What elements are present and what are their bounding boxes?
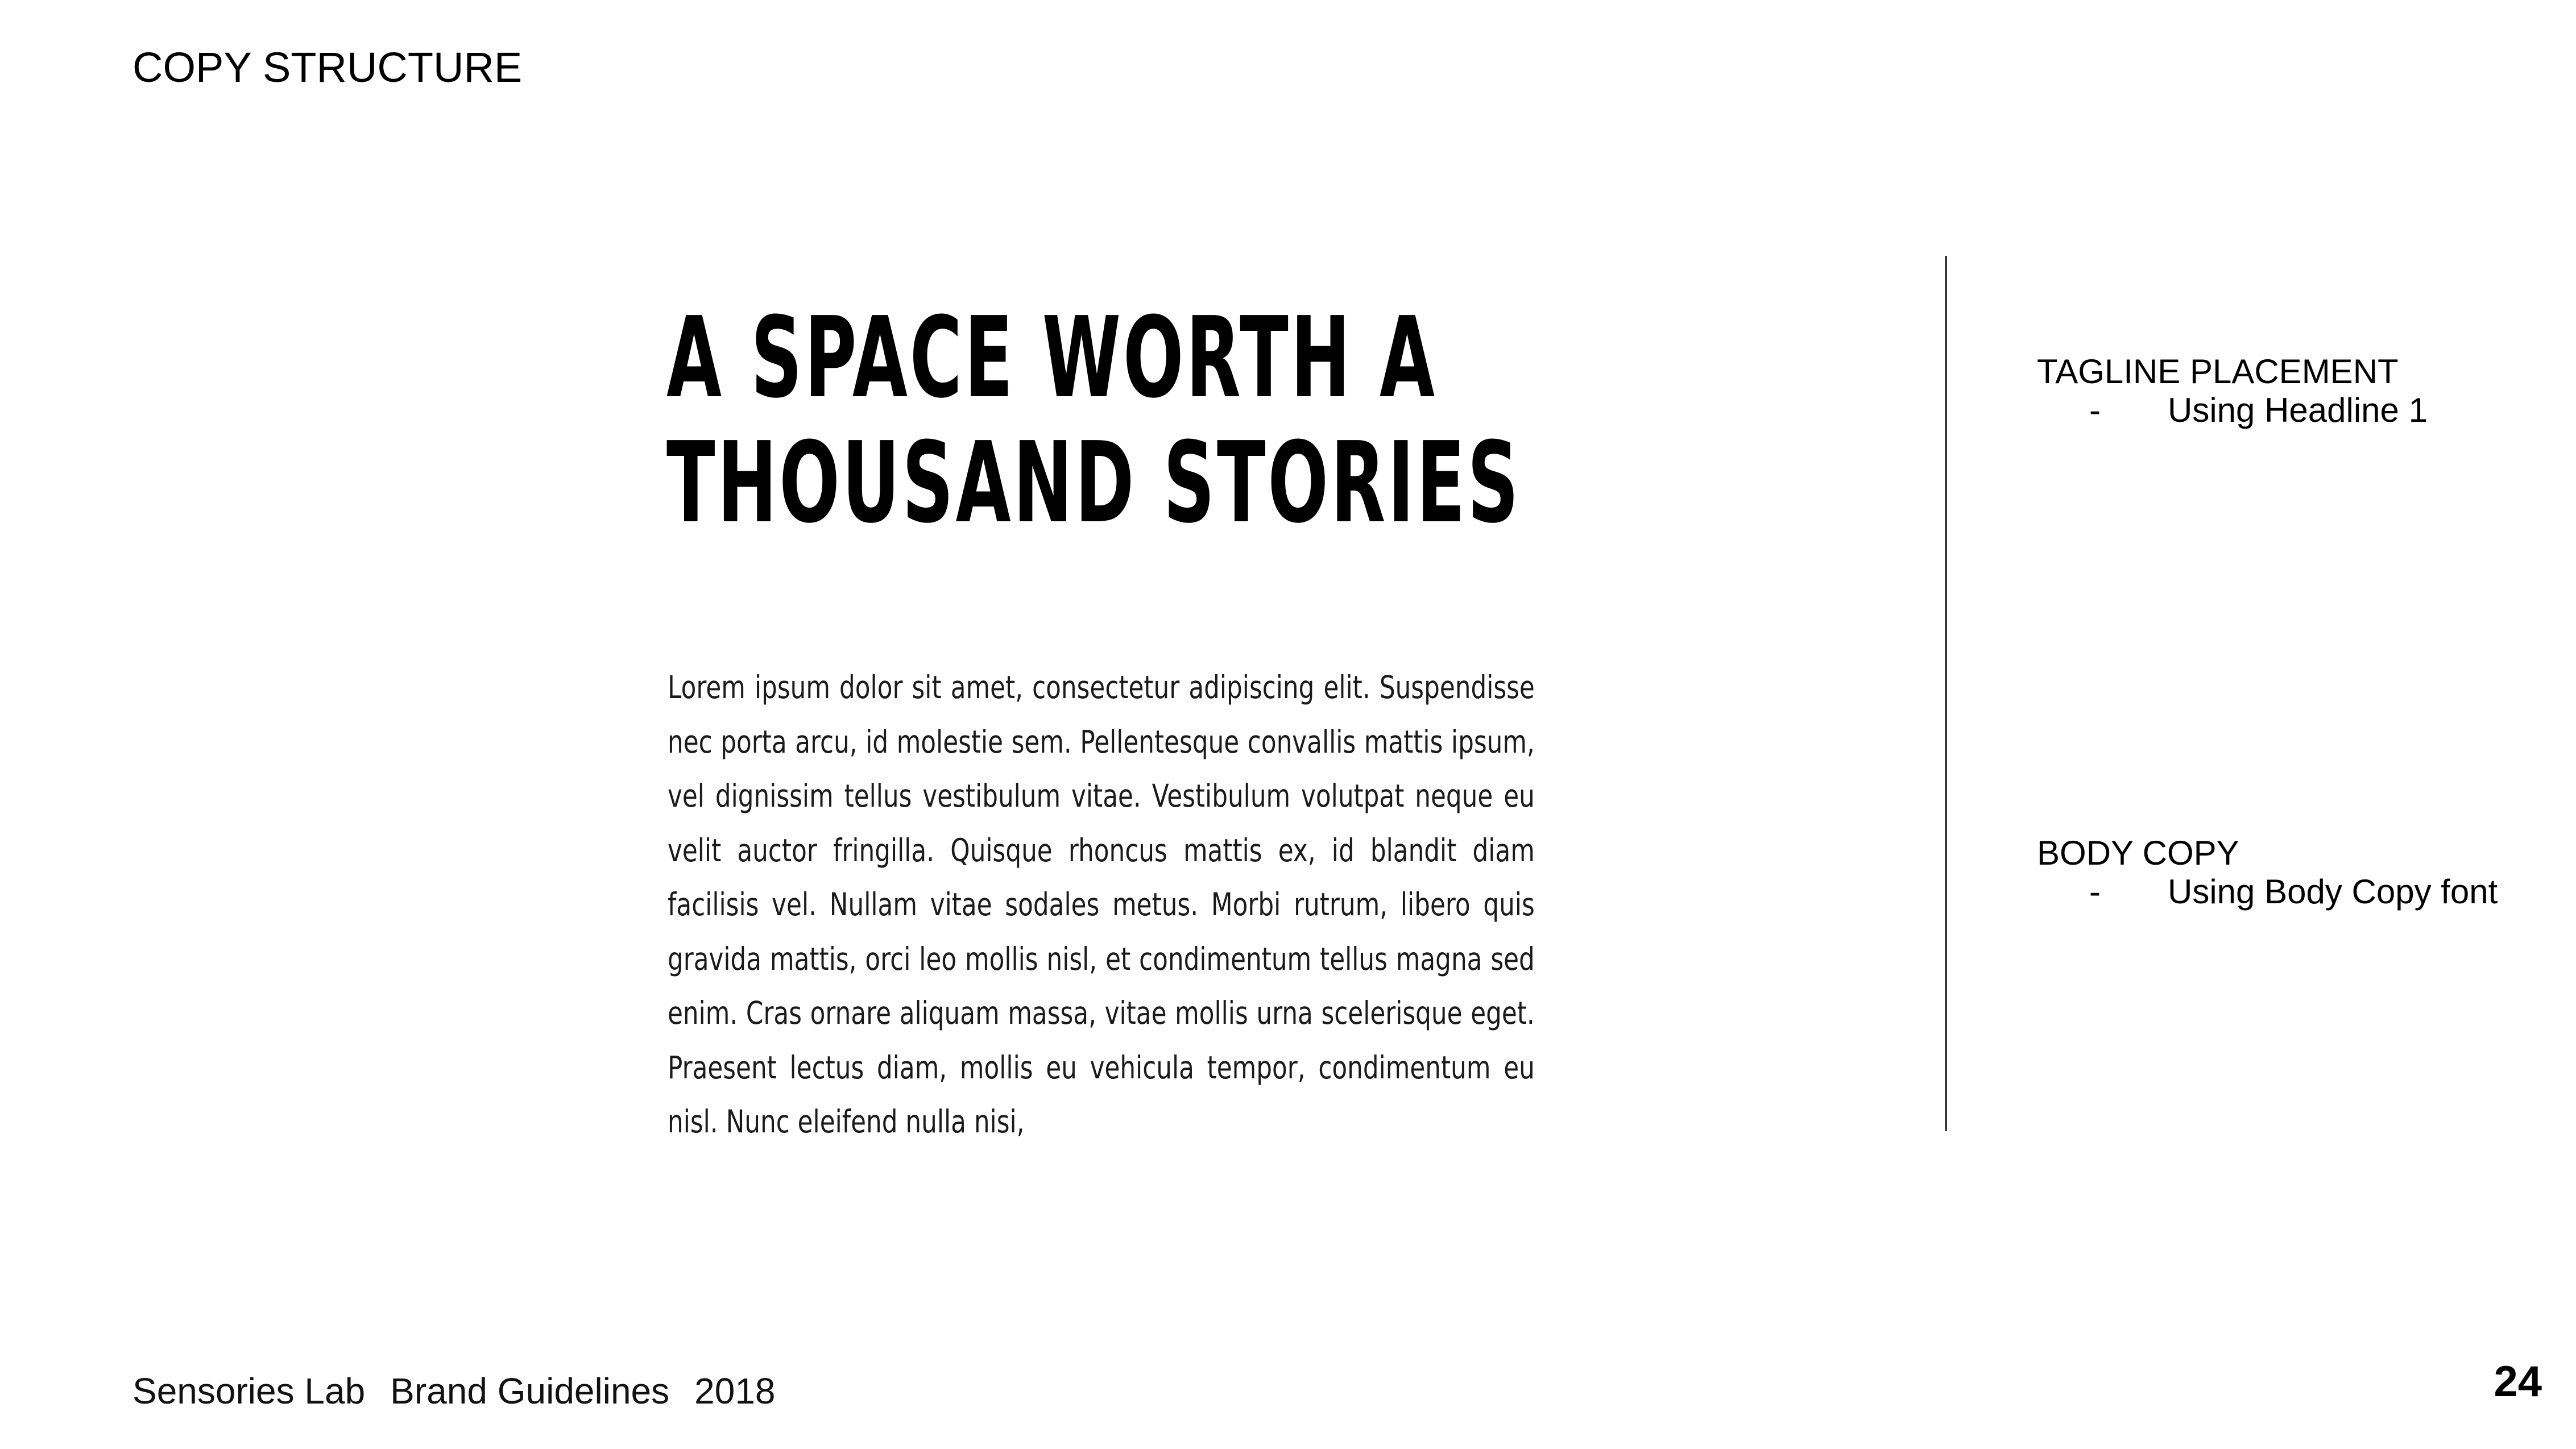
page-number: 24 <box>2494 1357 2542 1406</box>
body-copy-sample <box>668 661 1535 1149</box>
tagline-headline <box>666 293 1521 548</box>
body-copy-text: Lorem ipsum dolor sit amet, consectetur adipiscing elit. Suspendisse nec porta arcu, id molestie sem. Pellentesque convallis mattis ipsum, vel dignissim tellus vestibulum vitae. Vestibulum volutpat neque eu velit auctor fringilla. Quisque rhoncus mattis ex, id blandit diam facilisis vel. Nullam vitae sodales metus. Morbi rutrum, libero quis gravida mattis, orci leo mollis nisl, et condimentum tellus magna sed enim. Cras ornare aliquam massa, vitae mollis urna scelerisque eget. Praesent lectus diam, mollis eu vehicula tempor, condimentum eu nisl. Nunc eleifend nulla nisi, <box>668 669 1535 1140</box>
body-note-item <box>2037 873 2498 911</box>
headline-line-2: THOUSAND STORIES <box>666 418 1521 548</box>
footer-document: Brand Guidelines <box>390 1371 670 1411</box>
footer <box>132 1373 801 1409</box>
body-note-heading: BODY COPY <box>2037 834 2239 872</box>
tagline-note-heading: TAGLINE PLACEMENT <box>2037 352 2399 391</box>
tagline-note-item-text: Using Headline 1 <box>2168 391 2428 429</box>
tagline-placement-note <box>2037 352 2428 430</box>
section-title: COPY STRUCTURE <box>132 44 523 91</box>
footer-brand: Sensories Lab <box>132 1371 366 1411</box>
vertical-divider <box>1945 256 1947 1131</box>
body-note-item-text: Using Body Copy font <box>2168 873 2498 911</box>
tagline-note-item <box>2037 391 2428 430</box>
bullet-dash: - <box>2089 391 2101 429</box>
bullet-dash: - <box>2089 873 2101 911</box>
body-copy-note <box>2037 834 2498 911</box>
headline-line-1: A SPACE WORTH A <box>666 293 1437 423</box>
footer-year: 2018 <box>694 1371 776 1411</box>
